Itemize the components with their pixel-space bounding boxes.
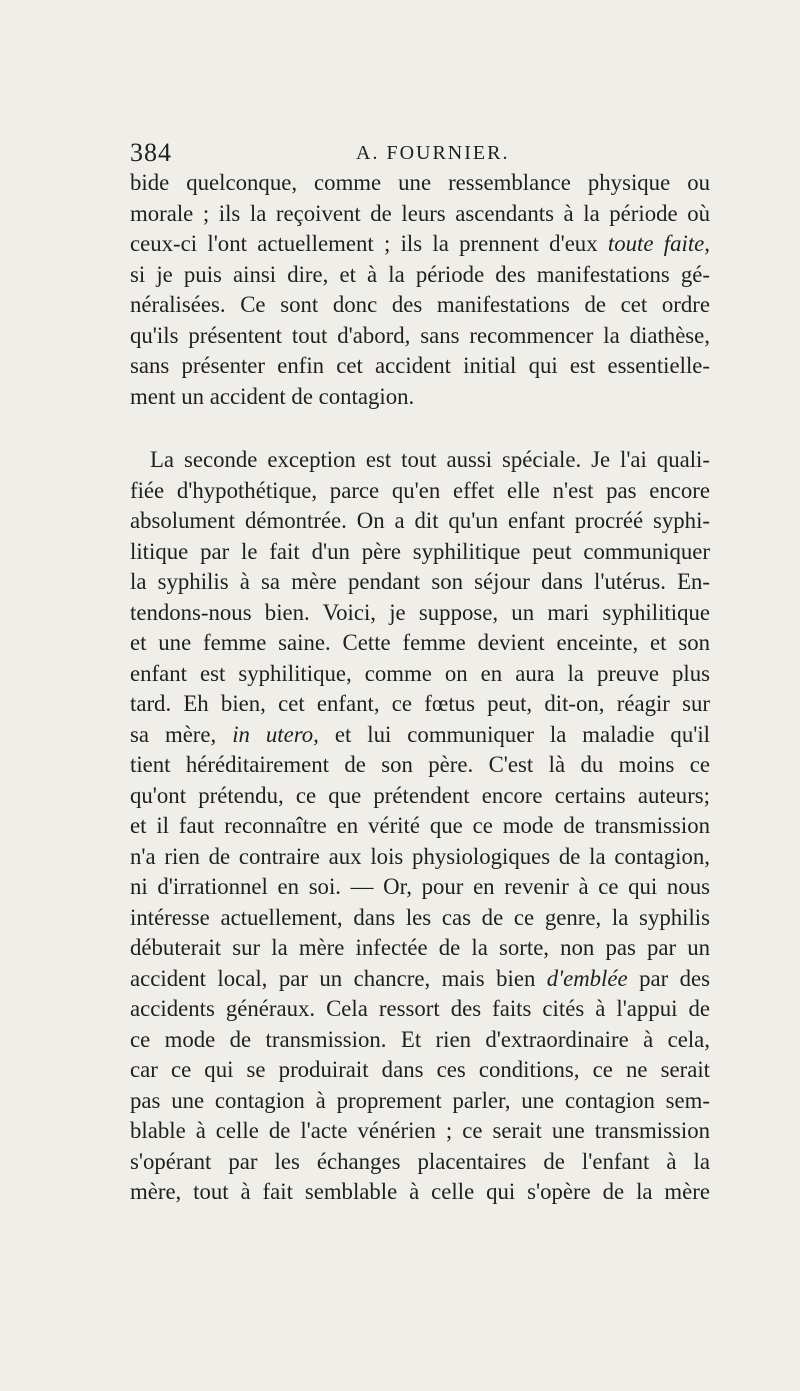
- text-line: bide quelconque, comme une ressemblance physique ou: [130, 170, 710, 195]
- running-head: A. FOURNIER.: [356, 142, 510, 164]
- italic-phrase: in utero,: [232, 721, 319, 747]
- text-line: litique par le fait d'un père syphilitique peut communiquer: [130, 538, 710, 564]
- text-segment: par des: [639, 965, 711, 991]
- text-line: enfant est syphilitique, comme on en aura la preuve plus: [130, 660, 710, 686]
- text-line: s'opérant par les échanges placentaires de l'enfant à la: [130, 1148, 710, 1174]
- text-line: qu'ils présentent tout d'abord, sans recommencer la diathèse,: [130, 322, 710, 348]
- text-line: accidents généraux. Cela ressort des faits cités à l'appui de: [130, 996, 710, 1021]
- paragraph-1: [130, 168, 710, 412]
- paragraph-2: [130, 445, 710, 1208]
- text-line: [130, 229, 710, 260]
- page-number: 384: [130, 138, 172, 167]
- italic-phrase: d'emblée: [546, 965, 628, 991]
- text-line: néralisées. Ce sont donc des manifestations de cet ordre: [130, 292, 710, 317]
- text-segment: accident local, par un chancre, mais bien: [130, 965, 536, 991]
- text-line: si je puis ainsi dire, et à la période des manifestations gé-: [130, 261, 710, 287]
- text-line: et il faut reconnaître en vérité que ce mode de transmission: [130, 813, 710, 838]
- text-line: fiée d'hypothétique, parce qu'en effet elle n'est pas encore: [130, 477, 710, 503]
- text-segment: et lui communiquer la maladie qu'il: [334, 721, 710, 747]
- text-line: car ce qui se produirait dans ces conditions, ce ne serait: [130, 1057, 710, 1082]
- text-line: et une femme saine. Cette femme devient enceinte, et son: [130, 630, 710, 655]
- italic-phrase: toute faite,: [607, 231, 710, 256]
- text-line: débuterait sur la mère infectée de la sorte, non pas par un: [130, 935, 710, 960]
- text-line: La seconde exception est tout aussi spéciale. Je l'ai quali-: [150, 447, 710, 472]
- text-line: blable à celle de l'acte vénérien ; ce serait une transmission: [130, 1118, 710, 1143]
- text-line: sans présenter enfin cet accident initial qui est essentielle-: [130, 353, 710, 378]
- text-line: qu'ont prétendu, ce que prétendent encore certains auteurs;: [130, 782, 710, 808]
- text-line: [130, 720, 710, 751]
- text-line: morale ; ils la reçoivent de leurs ascendants à la période où: [130, 200, 710, 226]
- text-line: tendons-nous bien. Voici, je suppose, un mari syphilitique: [130, 599, 710, 625]
- body-text: [130, 168, 710, 1208]
- text-line: absolument démontrée. On a dit qu'un enfant procréé syphi-: [130, 508, 710, 533]
- text-line: mère, tout à fait semblable à celle qui s'opère de la mère: [130, 1179, 710, 1204]
- text-line: pas une contagion à proprement parler, une contagion sem-: [130, 1087, 710, 1113]
- text-line: tard. Eh bien, cet enfant, ce fœtus peut, dit-on, réagir sur: [130, 691, 710, 716]
- text-line: [130, 964, 710, 995]
- text-line: ment un accident de contagion.: [130, 383, 415, 409]
- text-segment: ceux-ci l'ont actuellement ; ils la prennent d'eux: [130, 231, 598, 256]
- text-line: ni d'irrationnel en soi. — Or, pour en revenir à ce qui nous: [130, 874, 710, 899]
- text-line: ce mode de transmission. Et rien d'extraordinaire à cela,: [130, 1026, 710, 1052]
- text-line: tient héréditairement de son père. C'est là du moins ce: [130, 752, 710, 777]
- text-line: intéresse actuellement, dans les cas de ce genre, la syphilis: [130, 904, 710, 930]
- text-segment: sa mère,: [130, 721, 217, 747]
- text-line: la syphilis à sa mère pendant son séjour dans l'utérus. En-: [130, 569, 710, 594]
- text-line: n'a rien de contraire aux lois physiologiques de la contagion,: [130, 843, 710, 869]
